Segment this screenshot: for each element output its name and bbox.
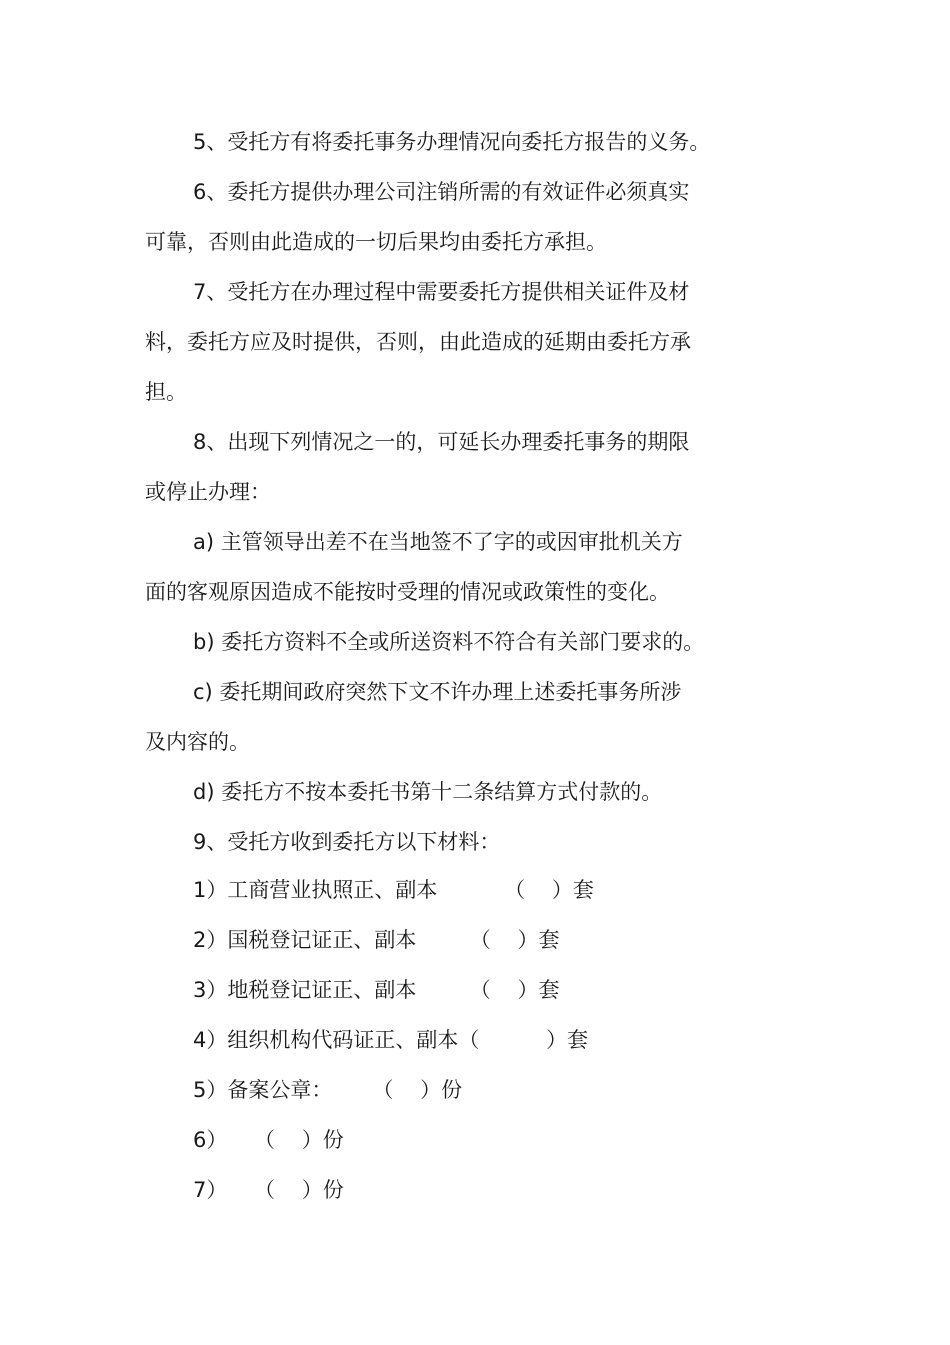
list-item: 5）备案公章： （ ）份 <box>193 1078 463 1102</box>
paragraph-line: 6、委托方提供办理公司注销所需的有效证件必须真实 <box>193 180 690 204</box>
paragraph-line: c) 委托期间政府突然下文不许办理上述委托事务所涉 <box>193 680 682 704</box>
paragraph-line: 可靠，否则由此造成的一切后果均由委托方承担。 <box>145 230 607 254</box>
paragraph-line: 8、出现下列情况之一的，可延长办理委托事务的期限 <box>193 430 690 454</box>
paragraph-line: 7、受托方在办理过程中需要委托方提供相关证件及材 <box>193 280 690 304</box>
paragraph-line: 5、受托方有将委托事务办理情况向委托方报告的义务。 <box>193 130 711 154</box>
paragraph-line: a) 主管领导出差不在当地签不了字的或因审批机关方 <box>193 530 683 554</box>
list-item: 2）国税登记证正、副本 （ ）套 <box>193 928 560 952</box>
paragraph-line: 及内容的。 <box>145 730 250 754</box>
paragraph-line: d) 委托方不按本委托书第十二条结算方式付款的。 <box>193 780 663 804</box>
paragraph-line: 或停止办理： <box>145 480 271 504</box>
paragraph-line: b) 委托方资料不全或所送资料不符合有关部门要求的。 <box>193 630 705 654</box>
paragraph-line: 担。 <box>145 380 187 404</box>
paragraph-line: 9、受托方收到委托方以下材料： <box>193 830 501 854</box>
list-item: 7） （ ）份 <box>193 1178 344 1202</box>
list-item: 1）工商营业执照正、副本 （ ）套 <box>193 878 594 902</box>
paragraph-line: 料，委托方应及时提供，否则，由此造成的延期由委托方承 <box>145 330 691 354</box>
list-item: 6） （ ）份 <box>193 1128 344 1152</box>
list-item: 4）组织机构代码证正、副本（ ）套 <box>193 1028 589 1052</box>
paragraph-line: 面的客观原因造成不能按时受理的情况或政策性的变化。 <box>145 580 670 604</box>
list-item: 3）地税登记证正、副本 （ ）套 <box>193 978 560 1002</box>
